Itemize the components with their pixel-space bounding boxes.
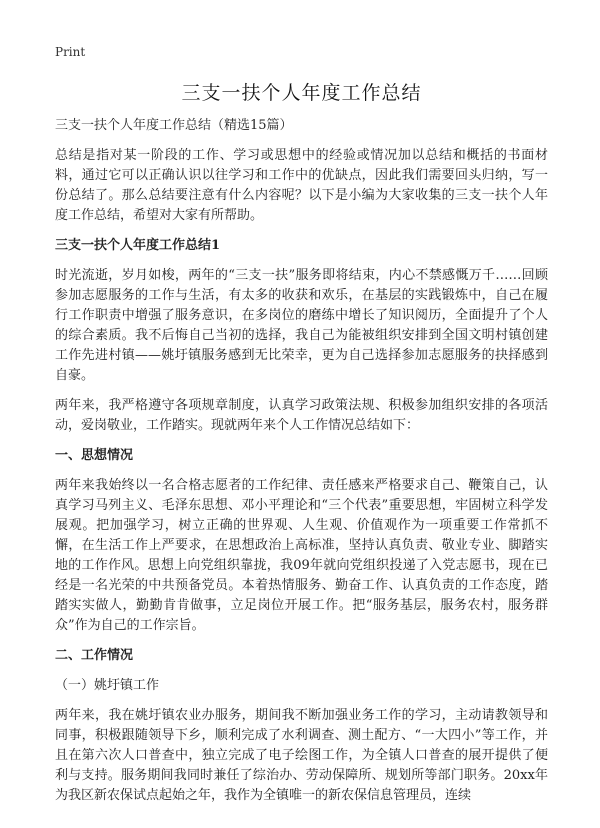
work-paragraph: 两年来，我在姚圩镇农业办服务，期间我不断加强业务工作的学习，主动请教领导和同事，积极跟随领导下乡，顺利完成了水利调查、测土配方、“一大四小”等工作，并且在第六次人口普查中，独立完成了电子绘图工作，为全镇人口普查的展开提供了便利与支持。服务期间我同时兼任了综治办、劳动保障所、规划所等部门职务。20xx年为我区新农保试点起始之年，我作为全镇唯一的新农保信息管理员，连续 [55,708,548,803]
section-paragraph: 两年来，我严格遵守各项规章制度，认真学习政策法规、积极参加组织安排的各项活动，爱岗敬业，工作踏实。现就两年来个人工作情况总结如下： [55,398,548,433]
work-subheading: （一）姚圩镇工作 [55,678,160,693]
document-title: 三支一扶个人年度工作总结 [181,82,422,104]
section-paragraph: 时光流逝，岁月如梭，两年的“三支一扶”服务即将结束，内心不禁感慨万千……回顾参加志愿服务的工作与生活，有太多的收获和欢乐，在基层的实践锻炼中，自己在履行工作职责中增强了服务意识，在多岗位的磨练中增长了知识阅历，全面提升了个人的综合素质。我不后悔自己当初的选择，我自己为能被组织安排到全国文明村镇创建工作先进村镇——姚圩镇服务感到无比荣幸，更为自己选择参加志愿服务的抉择感到自豪。 [55,268,548,383]
thought-heading: 一、思想情况 [55,448,134,463]
print-link[interactable]: Print [55,45,86,59]
document-subtitle: 三支一扶个人年度工作总结（精选15篇） [55,118,293,133]
thought-paragraph: 两年来我始终以一名合格志愿者的工作纪律、责任感来严格要求自己、鞭策自己，认真学习马列主义、毛泽东思想、邓小平理论和“三个代表”重要思想，牢固树立科学发展观。把加强学习，树立正确的世界观、人生观、价值观作为一项重要工作常抓不懈，在生活工作上严要求，在思想政治上高标准，坚持认真负责、敬业专业、脚踏实地的工作作风。思想上向党组织靠拢，我09年就向党组织投递了入党志愿书，现在已经是一名光荣的中共预备党员。本着热情服务、勤奋工作、认真负责的工作态度，踏踏实实做人，勤勤肯肯做事，立足岗位开展工作。把“服务基层，服务农村，服务群众”作为自己的工作宗旨。 [55,478,548,633]
section-heading: 三支一扶个人年度工作总结1 [55,238,221,253]
intro-paragraph: 总结是指对某一阶段的工作、学习或思想中的经验或情况加以总结和概括的书面材料，通过它可以正确认识以往学习和工作中的优缺点，因此我们需要回头归纳，写一份总结了。那么总结要注意有什么内容呢？以下是小编为大家收集的三支一扶个人年度工作总结，希望对大家有所帮助。 [55,148,548,223]
work-heading: 二、工作情况 [55,648,134,663]
